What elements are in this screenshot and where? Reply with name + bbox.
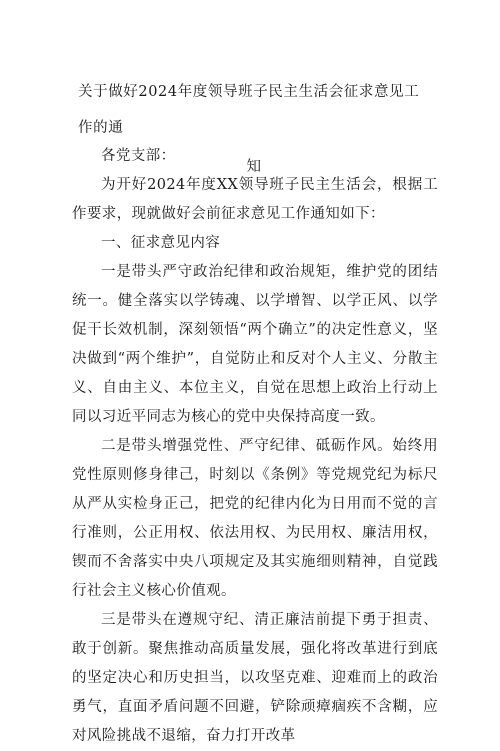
title-line-2: 知 <box>246 159 262 175</box>
paragraph-1: 一是带头严守政治纪律和政治规矩，维护党的团结统一。健全落实以学铸魂、以学增智、以学正风、以学促干长效机制，深刻领悟“两个确立”的决定性意义，坚决做到“两个维护”，自觉防止和反对个人主义、分散主义、自由主义、本位主义，自觉在思想上政治上行动上同以习近平同志为核心的党中央保持高度一致。 <box>72 264 438 425</box>
paragraph-2: 二是带头增强党性、严守纪律、砥砺作风。始终用党性原则修身律己，时刻以《条例》等党规党纪为标尺从严从实检身正己，把党的纪律内化为日用而不觉的言行准则，公正用权、依法用权、为民用权、廉洁用权，锲而不舍落实中央八项规定及其实施细则精神，自觉践行社会主义核心价值观。 <box>72 438 438 599</box>
document-body <box>72 142 438 751</box>
section-heading: 一、征求意见内容 <box>101 235 221 251</box>
paragraph-3: 三是带头在遵规守纪、清正廉洁前提下勇于担责、敢于创新。聚焦推动高质量发展，强化将改革进行到底的坚定决心和历史担当，以攻坚克难、迎难而上的政治勇气，直面矛盾问题不回避，铲除顽瘴痼疾不含糊，应对风险挑战不退缩，奋力打开改革 <box>72 612 438 744</box>
intro-paragraph: 为开好2024年度XX领导班子民主生活会，根据工作要求，现就做好会前征求意见工作通知如下： <box>72 177 438 222</box>
title-line-1: 关于做好2024年度领导班子民主生活会征求意见工作的通 <box>78 84 420 136</box>
salutation: 各党支部： <box>101 148 176 164</box>
